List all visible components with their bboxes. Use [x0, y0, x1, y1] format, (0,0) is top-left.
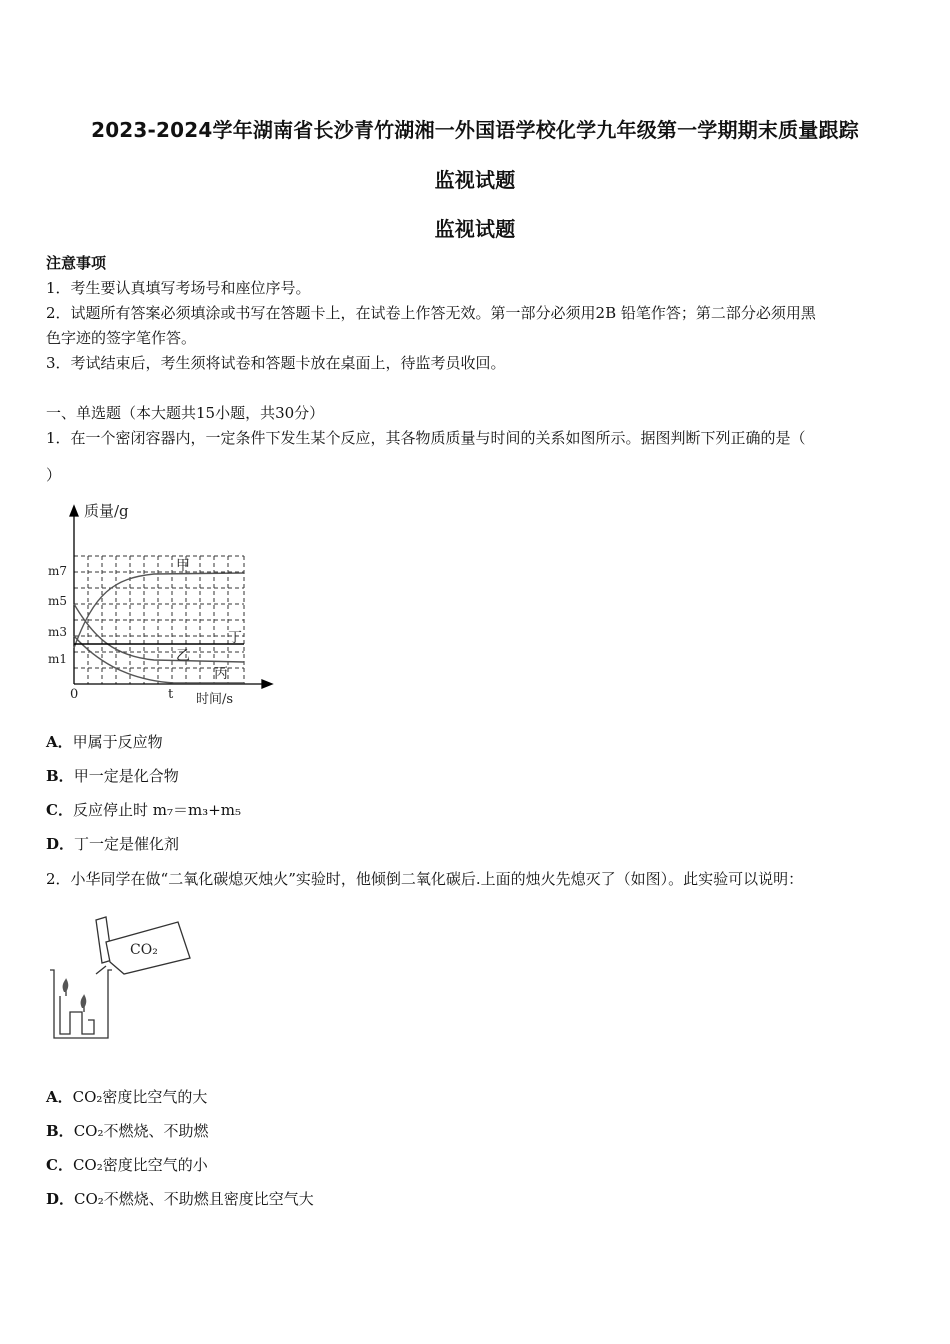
q1-option-b: B．甲一定是化合物	[46, 767, 179, 785]
tick-m7: m7	[48, 564, 68, 578]
x-axis-label: 时间/s	[196, 692, 234, 707]
label-jia: 甲	[176, 558, 190, 574]
origin-label: 0	[70, 687, 79, 702]
q1-option-d: D．丁一定是催化剂	[46, 835, 180, 853]
t-label: t	[168, 687, 174, 702]
q1-option-c: C．反应停止时 m₇＝m₃+m₅	[46, 801, 242, 819]
y-axis-label: 质量/g	[84, 502, 129, 520]
label-yi: 乙	[176, 648, 190, 664]
label-bing: 丙	[214, 666, 228, 682]
q2-stem: 2．小华同学在做“二氧化碳熄灭烛火”实验时，他倾倒二氧化碳后.上面的烛火先熄灭了（如图）。此实验可以说明：	[46, 870, 804, 888]
q2-option-b: B．CO₂不燃烧、不助燃	[46, 1122, 209, 1140]
pour-stream	[96, 966, 106, 974]
q1-mass-time-graph	[44, 498, 284, 710]
label-ding: 丁	[228, 630, 242, 646]
notice-item-2-cont: 色字迹的签字笔作答。	[46, 329, 197, 347]
bottle-label: CO₂	[130, 942, 158, 958]
doc-title-line2: 监视试题	[434, 168, 516, 192]
notice-item-2: 2．试题所有答案必须填涂或书写在答题卡上，在试卷上作答无效。第一部分必须用2B 铅笔作答；第二部分必须用黑	[46, 304, 816, 322]
q1-stem-end: ）	[46, 466, 62, 484]
q1-stem: 1．在一个密闭容器内，一定条件下发生某个反应，其各物质质量与时间的关系如图所示。据图判断下列正确的是（	[46, 429, 806, 447]
q1-option-a: A．甲属于反应物	[46, 733, 163, 751]
q2-option-a: A．CO₂密度比空气的大	[46, 1088, 208, 1106]
notice-item-3: 3．考试结束后，考生须将试卷和答题卡放在桌面上，待监考员收回。	[46, 354, 506, 372]
flame-high-icon	[63, 978, 69, 992]
grid-lines	[74, 556, 244, 684]
tick-m1: m1	[48, 652, 68, 666]
tick-m3: m3	[48, 625, 68, 639]
flame-low-icon	[81, 994, 87, 1008]
curve-yi	[74, 604, 244, 662]
q2-option-c: C．CO₂密度比空气的小	[46, 1156, 208, 1174]
section-heading: 一、单选题（本大题共15小题，共30分）	[46, 404, 325, 422]
candle-stand	[60, 996, 94, 1034]
doc-title-line3: 监视试题	[434, 217, 516, 241]
y-axis-arrow	[70, 506, 78, 516]
q2-co2-experiment-figure	[44, 912, 204, 1047]
notice-heading: 注意事项	[46, 254, 107, 272]
x-axis-arrow	[262, 680, 272, 688]
q2-option-d: D．CO₂不燃烧、不助燃且密度比空气大	[46, 1190, 314, 1208]
tick-m5: m5	[48, 594, 68, 608]
doc-title-line1: 2023-2024学年湖南省长沙青竹湖湘一外国语学校化学九年级第一学期期末质量跟踪	[91, 118, 859, 142]
notice-item-1: 1．考生要认真填写考场号和座位序号。	[46, 279, 311, 297]
